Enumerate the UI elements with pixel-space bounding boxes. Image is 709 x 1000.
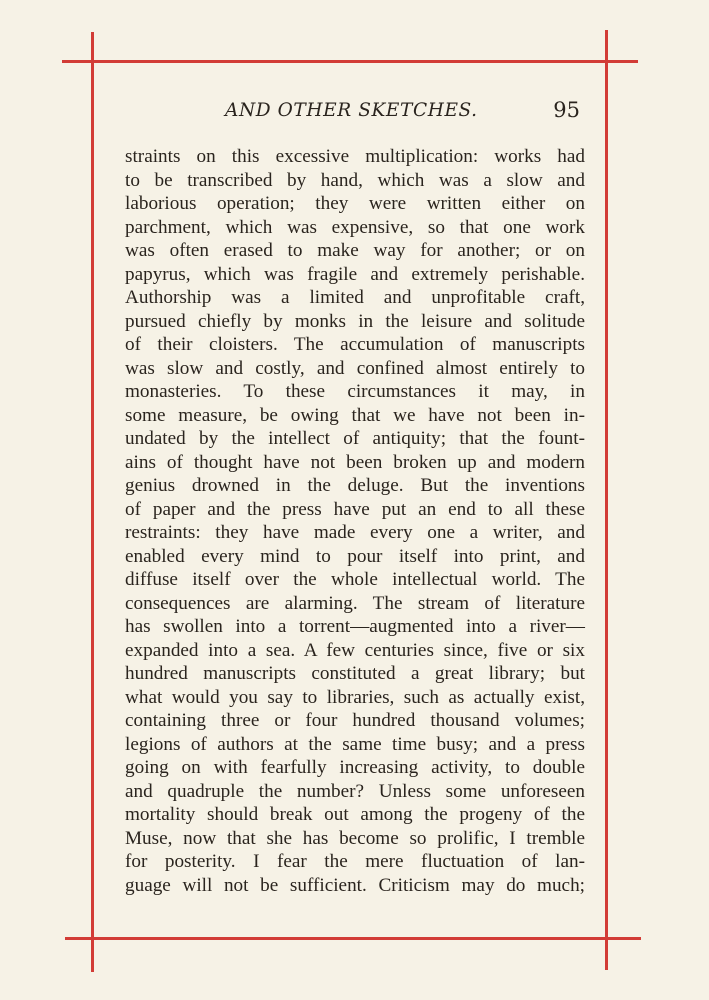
running-title: AND OTHER SKETCHES. bbox=[225, 100, 478, 121]
text-line: enabled every mind to pour itself into print, and bbox=[125, 545, 585, 567]
text-line: diffuse itself over the whole intellectual world. The bbox=[125, 569, 585, 590]
text-line: undated by the intellect of antiquity; that the fount- bbox=[125, 428, 585, 449]
text-line: Muse, now that she has become so prolific, I tremble bbox=[125, 827, 585, 849]
text-line: papyrus, which was fragile and extremely perishable. bbox=[125, 263, 585, 285]
border-rule-bottom bbox=[65, 937, 641, 940]
border-rule-top bbox=[62, 60, 638, 63]
body-text bbox=[125, 145, 585, 897]
text-line: laborious operation; they were written either on bbox=[125, 193, 585, 214]
text-line: monasteries. To these circumstances it may, in bbox=[125, 381, 585, 402]
text-line: to be transcribed by hand, which was a slow and bbox=[125, 169, 585, 191]
text-line: was often erased to make way for another; or on bbox=[125, 240, 585, 261]
page-header bbox=[125, 98, 580, 128]
text-line: pursued chiefly by monks in the leisure and solitude bbox=[125, 310, 585, 332]
text-line: and quadruple the number? Unless some unforeseen bbox=[125, 780, 585, 802]
text-line: was slow and costly, and confined almost entirely to bbox=[125, 357, 585, 379]
text-line: legions of authors at the same time busy; and a press bbox=[125, 733, 585, 755]
text-line: what would you say to libraries, such as actually exist, bbox=[125, 686, 585, 708]
text-line: for posterity. I fear the mere fluctuation of lan- bbox=[125, 851, 585, 872]
text-line: straints on this excessive multiplication: works had bbox=[125, 146, 585, 167]
text-line: has swollen into a torrent—augmented into a river— bbox=[125, 616, 585, 637]
border-rule-left bbox=[91, 32, 94, 972]
text-line: expanded into a sea. A few centuries since, five or six bbox=[125, 639, 585, 661]
text-line: containing three or four hundred thousand volumes; bbox=[125, 710, 585, 731]
text-line: genius drowned in the deluge. But the inventions bbox=[125, 475, 585, 496]
text-line: guage will not be sufficient. Criticism may do much; bbox=[125, 874, 585, 896]
text-line: parchment, which was expensive, so that one work bbox=[125, 216, 585, 238]
border-rule-right bbox=[605, 30, 608, 970]
text-line: of paper and the press have put an end to all these bbox=[125, 498, 585, 520]
text-line: restraints: they have made every one a writer, and bbox=[125, 522, 585, 543]
text-line: ains of thought have not been broken up and modern bbox=[125, 451, 585, 473]
text-line: consequences are alarming. The stream of literature bbox=[125, 592, 585, 614]
text-line: mortality should break out among the progeny of the bbox=[125, 804, 585, 825]
text-line: hundred manuscripts constituted a great library; but bbox=[125, 663, 585, 684]
text-line: Authorship was a limited and unprofitable craft, bbox=[125, 287, 585, 308]
text-line: going on with fearfully increasing activity, to double bbox=[125, 757, 585, 778]
text-line: some measure, be owing that we have not been in- bbox=[125, 404, 585, 426]
page-number: 95 bbox=[553, 98, 580, 122]
text-line: of their cloisters. The accumulation of manuscripts bbox=[125, 334, 585, 355]
